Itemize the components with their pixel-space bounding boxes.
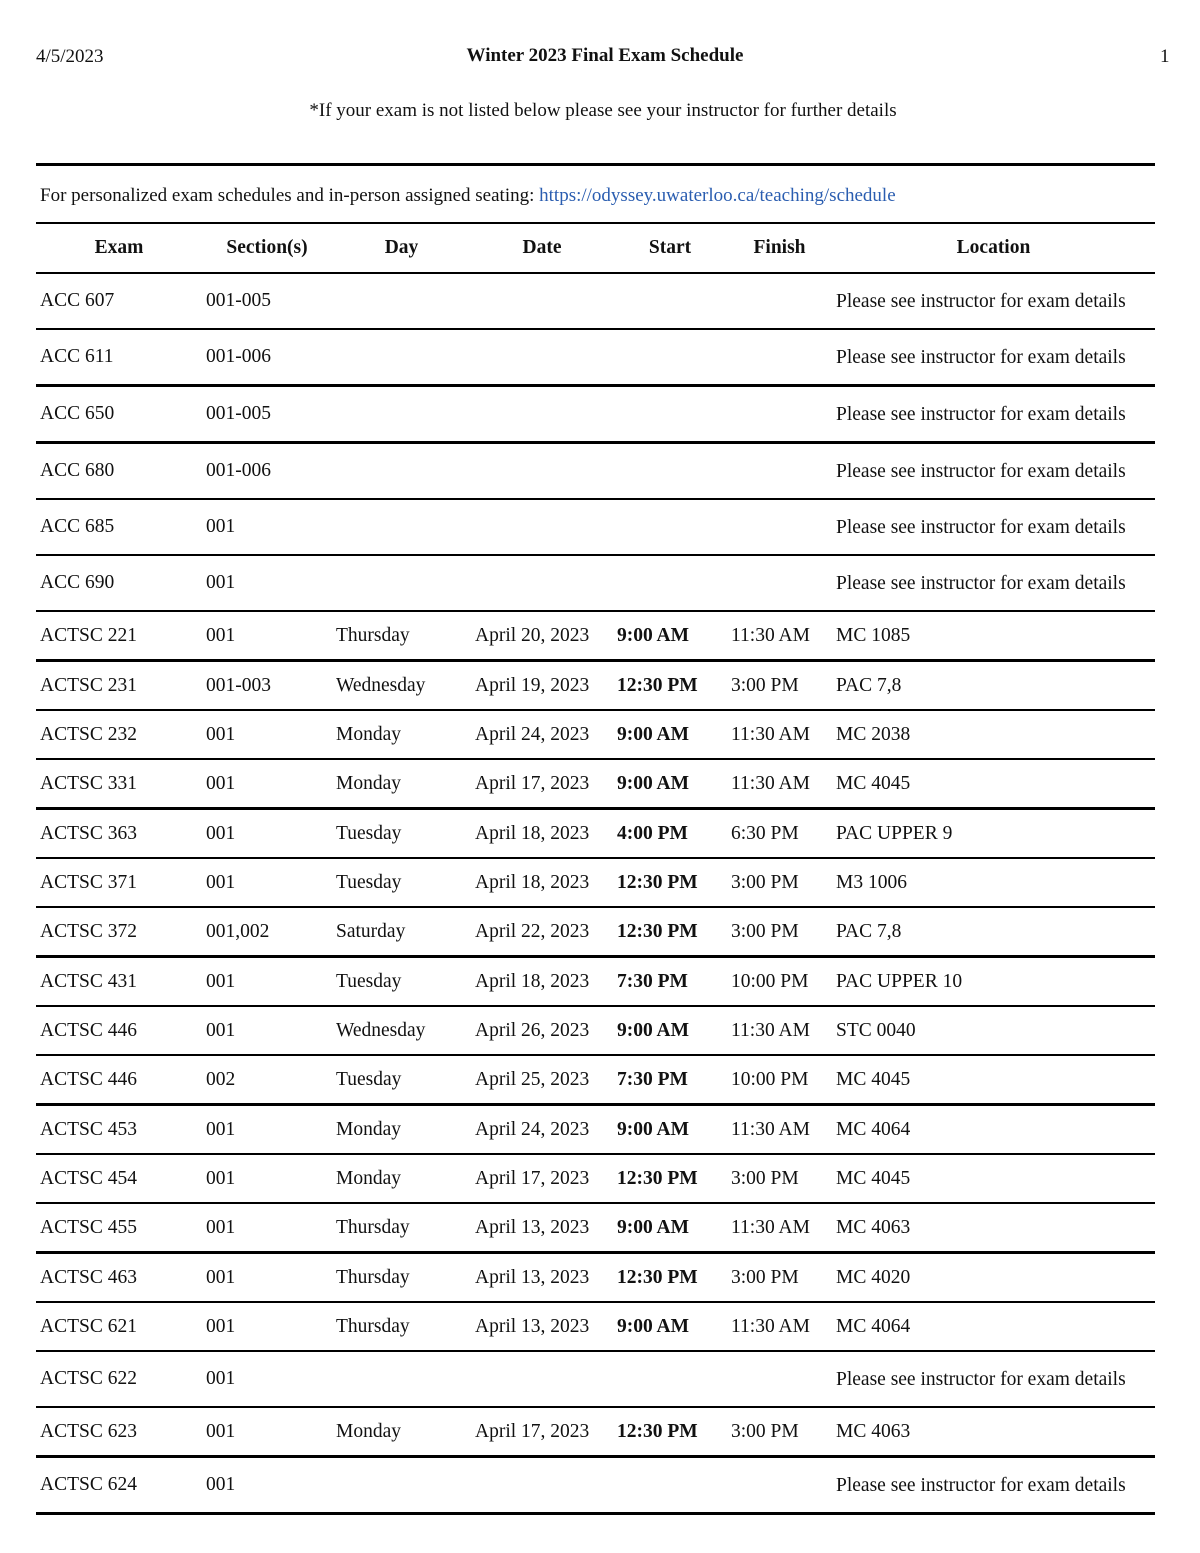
- finish-time-cell: 11:30 AM: [727, 611, 832, 661]
- table-row: [36, 957, 1155, 1007]
- start-time-cell: [613, 1351, 727, 1407]
- finish-time-cell: 3:00 PM: [727, 1154, 832, 1203]
- date-cell: April 17, 2023: [471, 759, 613, 809]
- date-cell: [471, 386, 613, 443]
- section-cell: 001: [202, 1407, 332, 1457]
- finish-time-cell: 10:00 PM: [727, 957, 832, 1007]
- table-row: [36, 809, 1155, 859]
- start-time-cell: 9:00 AM: [613, 759, 727, 809]
- start-time-cell: 9:00 AM: [613, 1302, 727, 1351]
- exam-cell: ACTSC 621: [36, 1302, 202, 1351]
- date-cell: [471, 1351, 613, 1407]
- table-row: [36, 611, 1155, 661]
- section-cell: 002: [202, 1055, 332, 1105]
- finish-time-cell: 11:30 AM: [727, 1203, 832, 1253]
- exam-cell: ACTSC 431: [36, 957, 202, 1007]
- section-cell: 001: [202, 1253, 332, 1303]
- start-time-cell: 9:00 AM: [613, 1105, 727, 1155]
- location-cell: M3 1006: [832, 858, 1155, 907]
- date-cell: April 13, 2023: [471, 1302, 613, 1351]
- location-cell: MC 4064: [832, 1105, 1155, 1155]
- location-cell: Please see instructor for exam details: [832, 499, 1155, 555]
- table-row: [36, 759, 1155, 809]
- date-cell: [471, 1457, 613, 1514]
- table-row: [36, 1105, 1155, 1155]
- date-cell: April 25, 2023: [471, 1055, 613, 1105]
- exam-cell: ACTSC 331: [36, 759, 202, 809]
- exam-cell: ACC 690: [36, 555, 202, 611]
- exam-cell: ACC 650: [36, 386, 202, 443]
- section-cell: 001: [202, 1105, 332, 1155]
- table-row: [36, 661, 1155, 711]
- exam-note: *If your exam is not listed below please see your instructor for further details: [309, 100, 897, 121]
- table-row: [36, 1302, 1155, 1351]
- exam-cell: ACTSC 454: [36, 1154, 202, 1203]
- finish-time-cell: 11:30 AM: [727, 710, 832, 759]
- location-cell: Please see instructor for exam details: [832, 1457, 1155, 1514]
- section-cell: 001-005: [202, 386, 332, 443]
- start-time-cell: 12:30 PM: [613, 1154, 727, 1203]
- column-header-finish: Finish: [727, 224, 832, 273]
- start-time-cell: 9:00 AM: [613, 1203, 727, 1253]
- finish-time-cell: [727, 386, 832, 443]
- location-cell: MC 4045: [832, 1154, 1155, 1203]
- table-row: [36, 273, 1155, 329]
- start-time-cell: [613, 386, 727, 443]
- location-cell: MC 1085: [832, 611, 1155, 661]
- finish-time-cell: 11:30 AM: [727, 1006, 832, 1055]
- day-cell: Wednesday: [332, 661, 471, 711]
- section-cell: 001-003: [202, 661, 332, 711]
- table-row: [36, 1006, 1155, 1055]
- section-cell: 001: [202, 555, 332, 611]
- finish-time-cell: 11:30 AM: [727, 759, 832, 809]
- finish-time-cell: 6:30 PM: [727, 809, 832, 859]
- exam-cell: ACTSC 371: [36, 858, 202, 907]
- finish-time-cell: 3:00 PM: [727, 858, 832, 907]
- page-number: 1: [1160, 46, 1170, 67]
- exam-cell: ACC 611: [36, 329, 202, 386]
- day-cell: [332, 386, 471, 443]
- day-cell: Tuesday: [332, 957, 471, 1007]
- location-cell: Please see instructor for exam details: [832, 1351, 1155, 1407]
- finish-time-cell: 3:00 PM: [727, 1407, 832, 1457]
- table-row: [36, 1203, 1155, 1253]
- section-cell: 001: [202, 957, 332, 1007]
- location-cell: MC 4063: [832, 1203, 1155, 1253]
- start-time-cell: 12:30 PM: [613, 858, 727, 907]
- day-cell: Thursday: [332, 1253, 471, 1303]
- table-row: [36, 1457, 1155, 1514]
- exam-cell: ACC 607: [36, 273, 202, 329]
- day-cell: Wednesday: [332, 1006, 471, 1055]
- table-row: [36, 1154, 1155, 1203]
- day-cell: [332, 1457, 471, 1514]
- location-cell: MC 4020: [832, 1253, 1155, 1303]
- exam-cell: ACTSC 232: [36, 710, 202, 759]
- date-cell: April 18, 2023: [471, 858, 613, 907]
- table-row: [36, 1351, 1155, 1407]
- day-cell: Tuesday: [332, 858, 471, 907]
- date-cell: April 13, 2023: [471, 1203, 613, 1253]
- day-cell: [332, 499, 471, 555]
- location-cell: Please see instructor for exam details: [832, 329, 1155, 386]
- table-row: [36, 907, 1155, 957]
- day-cell: [332, 1351, 471, 1407]
- location-cell: Please see instructor for exam details: [832, 555, 1155, 611]
- table-row: [36, 555, 1155, 611]
- section-cell: 001: [202, 1006, 332, 1055]
- section-cell: 001: [202, 710, 332, 759]
- date-cell: [471, 443, 613, 500]
- column-header-sections: Section(s): [202, 224, 332, 273]
- finish-time-cell: 10:00 PM: [727, 1055, 832, 1105]
- date-cell: April 20, 2023: [471, 611, 613, 661]
- finish-time-cell: 3:00 PM: [727, 661, 832, 711]
- finish-time-cell: 3:00 PM: [727, 1253, 832, 1303]
- date-cell: April 24, 2023: [471, 710, 613, 759]
- table-row: [36, 443, 1155, 500]
- exam-cell: ACTSC 624: [36, 1457, 202, 1514]
- schedule-sheet: [36, 163, 1155, 1515]
- exam-cell: ACTSC 221: [36, 611, 202, 661]
- date-cell: [471, 329, 613, 386]
- day-cell: Monday: [332, 710, 471, 759]
- section-cell: 001: [202, 858, 332, 907]
- finish-time-cell: [727, 1457, 832, 1514]
- finish-time-cell: [727, 443, 832, 500]
- day-cell: Tuesday: [332, 1055, 471, 1105]
- day-cell: Monday: [332, 1154, 471, 1203]
- odyssey-schedule-link[interactable]: https://odyssey.uwaterloo.ca/teaching/schedule: [539, 185, 896, 206]
- finish-time-cell: 11:30 AM: [727, 1105, 832, 1155]
- date-cell: April 24, 2023: [471, 1105, 613, 1155]
- location-cell: MC 2038: [832, 710, 1155, 759]
- finish-time-cell: [727, 555, 832, 611]
- day-cell: Thursday: [332, 611, 471, 661]
- section-cell: 001: [202, 1302, 332, 1351]
- start-time-cell: [613, 555, 727, 611]
- location-cell: Please see instructor for exam details: [832, 386, 1155, 443]
- location-cell: MC 4045: [832, 1055, 1155, 1105]
- exam-cell: ACTSC 231: [36, 661, 202, 711]
- section-cell: 001: [202, 1457, 332, 1514]
- exam-cell: ACC 680: [36, 443, 202, 500]
- day-cell: Thursday: [332, 1302, 471, 1351]
- day-cell: Monday: [332, 759, 471, 809]
- finish-time-cell: [727, 499, 832, 555]
- date-cell: April 22, 2023: [471, 907, 613, 957]
- location-cell: MC 4064: [832, 1302, 1155, 1351]
- exam-cell: ACTSC 622: [36, 1351, 202, 1407]
- section-cell: 001-006: [202, 329, 332, 386]
- day-cell: [332, 329, 471, 386]
- finish-time-cell: [727, 1351, 832, 1407]
- day-cell: [332, 443, 471, 500]
- exam-cell: ACC 685: [36, 499, 202, 555]
- location-cell: MC 4063: [832, 1407, 1155, 1457]
- start-time-cell: 9:00 AM: [613, 611, 727, 661]
- finish-time-cell: [727, 329, 832, 386]
- date-cell: April 17, 2023: [471, 1407, 613, 1457]
- location-cell: STC 0040: [832, 1006, 1155, 1055]
- column-header-location: Location: [832, 224, 1155, 273]
- page-title: Winter 2023 Final Exam Schedule: [466, 45, 744, 66]
- exam-cell: ACTSC 446: [36, 1055, 202, 1105]
- table-row: [36, 1253, 1155, 1303]
- table-row: [36, 1407, 1155, 1457]
- column-header-day: Day: [332, 224, 471, 273]
- date-cell: April 18, 2023: [471, 809, 613, 859]
- section-cell: 001: [202, 759, 332, 809]
- date-cell: [471, 273, 613, 329]
- finish-time-cell: 3:00 PM: [727, 907, 832, 957]
- exam-cell: ACTSC 446: [36, 1006, 202, 1055]
- start-time-cell: [613, 273, 727, 329]
- location-cell: MC 4045: [832, 759, 1155, 809]
- location-cell: Please see instructor for exam details: [832, 443, 1155, 500]
- date-cell: April 18, 2023: [471, 957, 613, 1007]
- section-cell: 001: [202, 611, 332, 661]
- date-cell: April 17, 2023: [471, 1154, 613, 1203]
- exam-cell: ACTSC 372: [36, 907, 202, 957]
- start-time-cell: 7:30 PM: [613, 957, 727, 1007]
- day-cell: Monday: [332, 1105, 471, 1155]
- date-cell: April 13, 2023: [471, 1253, 613, 1303]
- day-cell: Thursday: [332, 1203, 471, 1253]
- section-cell: 001: [202, 499, 332, 555]
- exam-schedule-table: [36, 224, 1155, 1515]
- section-cell: 001: [202, 1154, 332, 1203]
- day-cell: Saturday: [332, 907, 471, 957]
- exam-cell: ACTSC 455: [36, 1203, 202, 1253]
- finish-time-cell: 11:30 AM: [727, 1302, 832, 1351]
- date-cell: April 19, 2023: [471, 661, 613, 711]
- table-row: [36, 710, 1155, 759]
- day-cell: Tuesday: [332, 809, 471, 859]
- print-date: 4/5/2023: [36, 46, 104, 67]
- table-row: [36, 1055, 1155, 1105]
- start-time-cell: [613, 1457, 727, 1514]
- start-time-cell: [613, 443, 727, 500]
- finish-time-cell: [727, 273, 832, 329]
- start-time-cell: 4:00 PM: [613, 809, 727, 859]
- day-cell: Monday: [332, 1407, 471, 1457]
- exam-cell: ACTSC 623: [36, 1407, 202, 1457]
- table-row: [36, 499, 1155, 555]
- start-time-cell: 12:30 PM: [613, 907, 727, 957]
- start-time-cell: [613, 499, 727, 555]
- date-cell: [471, 555, 613, 611]
- section-cell: 001: [202, 1351, 332, 1407]
- section-cell: 001-005: [202, 273, 332, 329]
- start-time-cell: 9:00 AM: [613, 710, 727, 759]
- table-row: [36, 858, 1155, 907]
- start-time-cell: 9:00 AM: [613, 1006, 727, 1055]
- location-cell: PAC 7,8: [832, 661, 1155, 711]
- day-cell: [332, 555, 471, 611]
- start-time-cell: 12:30 PM: [613, 661, 727, 711]
- table-row: [36, 329, 1155, 386]
- section-cell: 001: [202, 1203, 332, 1253]
- start-time-cell: 12:30 PM: [613, 1253, 727, 1303]
- date-cell: April 26, 2023: [471, 1006, 613, 1055]
- location-cell: PAC UPPER 9: [832, 809, 1155, 859]
- start-time-cell: 7:30 PM: [613, 1055, 727, 1105]
- table-row: [36, 386, 1155, 443]
- day-cell: [332, 273, 471, 329]
- exam-cell: ACTSC 363: [36, 809, 202, 859]
- column-header-start: Start: [613, 224, 727, 273]
- date-cell: [471, 499, 613, 555]
- personalized-schedule-info: [36, 166, 1155, 224]
- exam-cell: ACTSC 463: [36, 1253, 202, 1303]
- exam-cell: ACTSC 453: [36, 1105, 202, 1155]
- info-text: For personalized exam schedules and in-person assigned seating:: [40, 185, 540, 206]
- location-cell: PAC UPPER 10: [832, 957, 1155, 1007]
- section-cell: 001-006: [202, 443, 332, 500]
- column-header-date: Date: [471, 224, 613, 273]
- start-time-cell: 12:30 PM: [613, 1407, 727, 1457]
- table-header-row: [36, 224, 1155, 273]
- location-cell: PAC 7,8: [832, 907, 1155, 957]
- column-header-exam: Exam: [36, 224, 202, 273]
- section-cell: 001,002: [202, 907, 332, 957]
- start-time-cell: [613, 329, 727, 386]
- section-cell: 001: [202, 809, 332, 859]
- location-cell: Please see instructor for exam details: [832, 273, 1155, 329]
